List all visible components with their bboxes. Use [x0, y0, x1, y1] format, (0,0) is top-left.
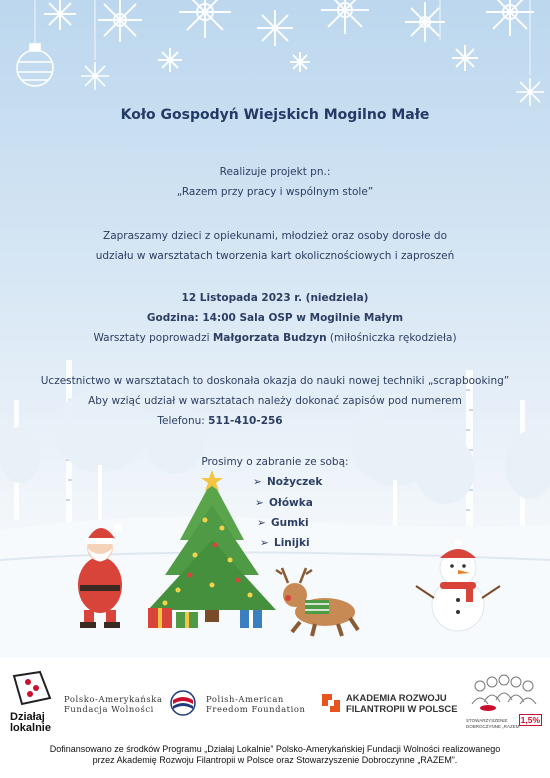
info-line-1: Uczestnictwo w warsztatach to doskonała okazja do nauki nowej techniki „scrapbooking” — [40, 375, 510, 387]
razem-percent-badge: 1,5% — [520, 715, 540, 725]
arfp-line-2: FILANTROPII W POLSCE — [346, 703, 458, 714]
arfp-logo — [346, 692, 471, 714]
bauble-icon — [17, 44, 53, 86]
phone-number: 511-410-256 — [208, 415, 283, 427]
phone-line — [0, 414, 495, 428]
arfp-emblem-icon — [320, 692, 342, 714]
paf-line-2: Fundacja Wolności — [64, 704, 154, 714]
footer-line-1: Dofinansowano ze środków Programu „Działaj Lokalnie” Polsko-Amerykańskiej Fundacji Wolności realizowanego — [49, 744, 501, 754]
bring-list-item: ➢ Linijki — [260, 537, 310, 549]
event-date — [0, 291, 550, 305]
razem-line-2: DOBROCZYNNE „RAZEM” — [466, 724, 521, 729]
info-line-2: Aby wziąć udział w warsztatach należy dokonać zapisów pod numerem — [88, 395, 462, 407]
pfaf-logo — [206, 694, 316, 714]
bring-intro: Prosimy o zabranie ze sobą: — [201, 456, 349, 468]
arfp-line-1: AKADEMIA ROZWOJU — [346, 692, 447, 703]
arrow-bullet-icon: ➢ — [253, 476, 262, 488]
arrow-bullet-icon: ➢ — [257, 517, 266, 529]
dzialaj-line-2: lokalnie — [10, 722, 51, 734]
project-intro: Realizuje projekt pn.: — [219, 166, 331, 178]
workshop-leader — [0, 331, 550, 345]
funding-footer — [0, 744, 550, 766]
bring-list-item: ➢ Nożyczek — [253, 476, 323, 488]
phone-prefix: Telefonu: — [157, 415, 209, 427]
arrow-bullet-icon: ➢ — [260, 537, 269, 549]
pfaf-line-2: Freedom Foundation — [206, 704, 306, 714]
razem-line-1: STOWARZYSZENIE — [466, 718, 508, 723]
paf-flag-emblem-icon — [170, 690, 196, 716]
invitation-line-1: Zapraszamy dzieci z opiekunami, młodzież oraz osoby dorosłe do — [103, 230, 447, 242]
dzialaj-lokalnie-logo — [10, 668, 58, 742]
invitation-line-2: udziału w warsztatach tworzenia kart okolicznościowych i zaproszeń — [95, 250, 455, 262]
dzialaj-lokalnie-emblem-icon — [10, 668, 58, 708]
organization-title: Koło Gospodyń Wiejskich Mogilno Małe — [120, 107, 430, 123]
event-date-day: (niedziela) — [301, 292, 369, 304]
pfaf-line-1: Polish-American — [206, 694, 284, 704]
snowflake-garland-icon — [44, 0, 534, 72]
bring-list-item: ➢ Ołówka — [255, 497, 313, 509]
leader-name: Małgorzata Budzyn — [212, 332, 327, 344]
leader-suffix: (miłośniczka rękodzieła) — [326, 332, 457, 344]
razem-logo — [466, 674, 542, 740]
footer-line-2: przez Akademię Rozwoju Filantropii w Polsce oraz Stowarzyszenie Dobroczynne „RAZEM”. — [92, 755, 458, 765]
bring-list-item: ➢ Gumki — [257, 517, 309, 529]
sponsor-logos — [0, 660, 550, 742]
arrow-bullet-icon: ➢ — [255, 497, 264, 509]
leader-prefix: Warsztaty poprowadzi — [93, 332, 213, 344]
paf-line-1: Polsko-Amerykańska — [64, 694, 163, 704]
event-date-value: 12 Listopada 2023 r. — [181, 292, 302, 304]
people-group-emblem-icon — [466, 674, 542, 714]
event-time-location: Godzina: 14:00 Sala OSP w Mogilnie Małym — [146, 312, 404, 324]
dzialaj-line-1: Działaj — [10, 711, 45, 723]
project-name: „Razem przy pracy i wspólnym stole” — [176, 186, 374, 198]
paf-logo — [64, 694, 174, 714]
snowflake-ornament-icon — [81, 62, 544, 106]
